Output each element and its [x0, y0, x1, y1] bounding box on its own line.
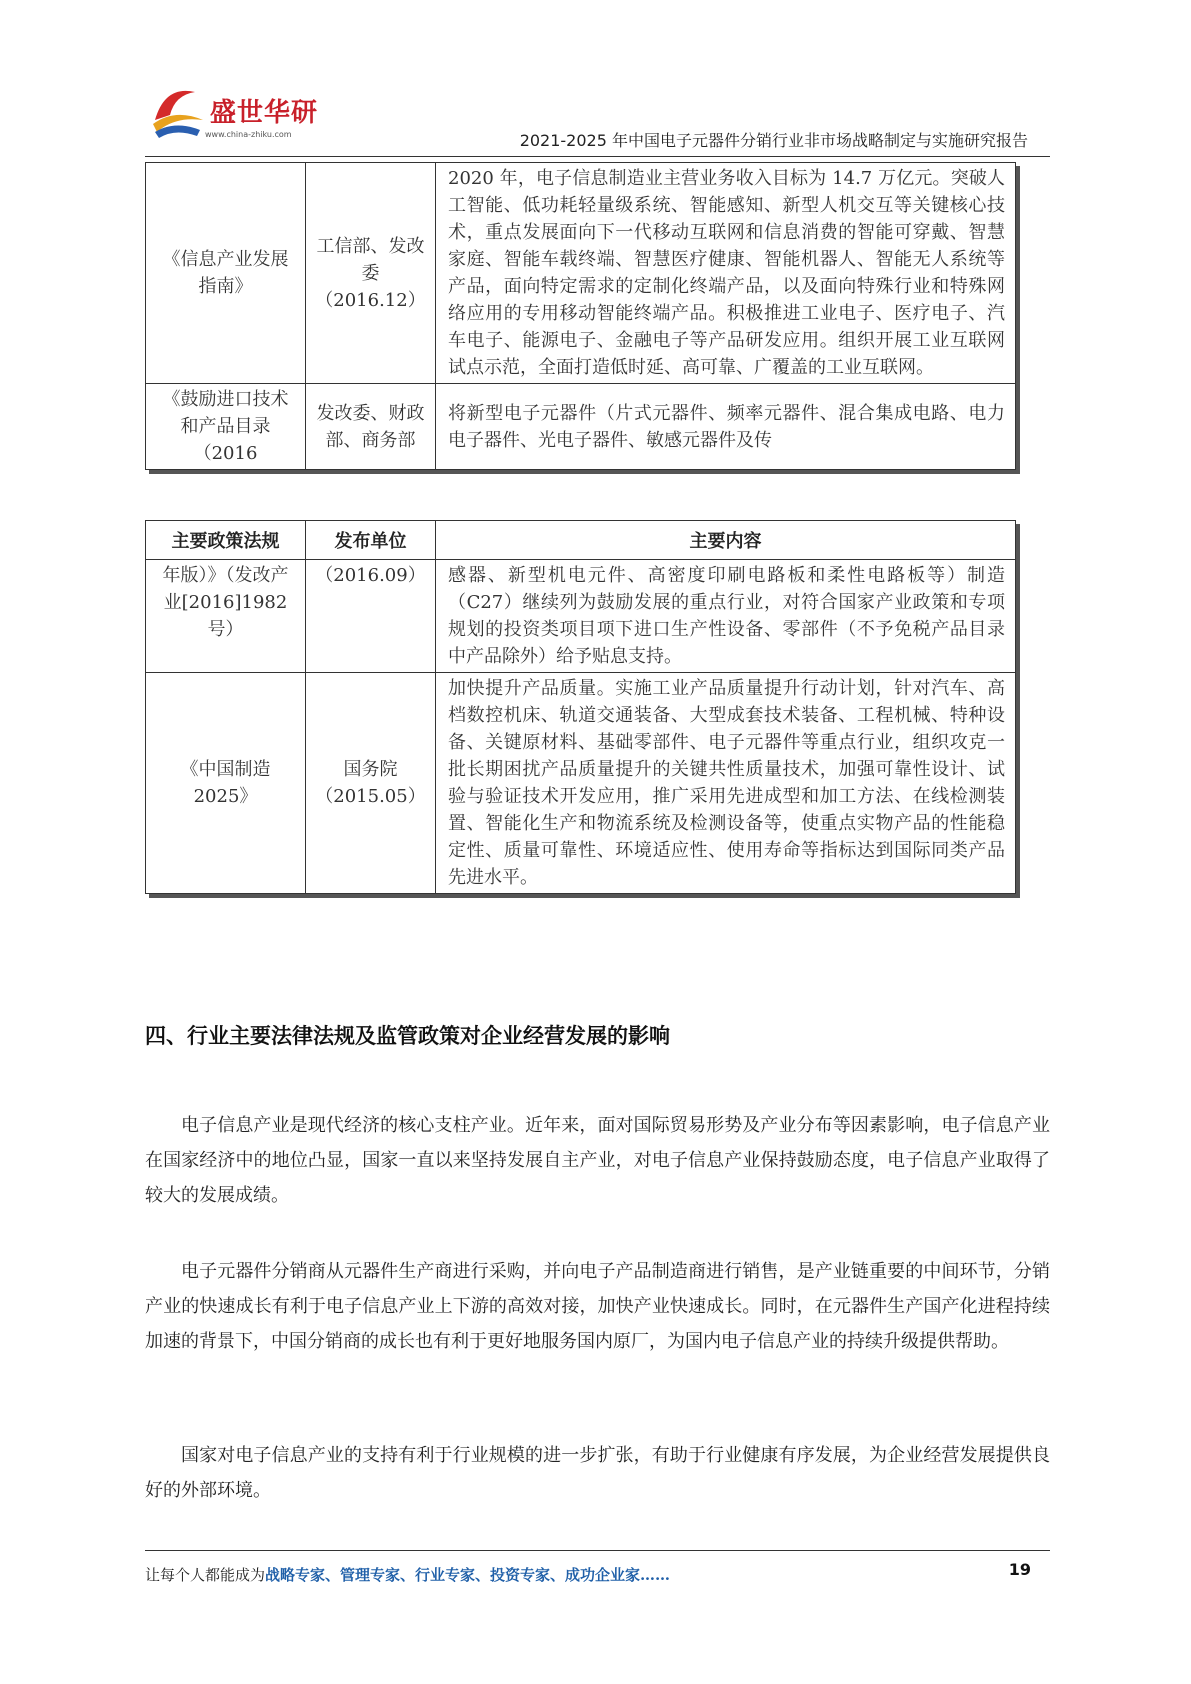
policy-name-cell: 《中国制造 2025》 [146, 673, 306, 894]
policy-name-cell: 《信息产业发展指南》 [146, 163, 306, 384]
content-cell: 感器、新型机电元件、高密度印刷电路板和柔性电路板等）制造（C27）继续列为鼓励发展的重点行业，对符合国家产业政策和专项规划的投资类项目项下进口生产性设备、零部件（不予免税产品目录中产品除外）给予贴息支持。 [436, 560, 1016, 673]
logo-url: www.china-zhiku.com [205, 130, 292, 139]
company-logo [145, 80, 320, 150]
page-header [145, 80, 1050, 160]
footer-slogan-highlight: 战略专家、管理专家、行业专家、投资专家、成功企业家…… [265, 1566, 671, 1584]
issuer-cell: （2016.09） [306, 560, 436, 673]
column-header-policy: 主要政策法规 [146, 521, 306, 560]
content-cell: 将新型电子元器件（片式元器件、频率元器件、混合集成电路、电力电子器件、光电子器件、敏感元器件及传 [436, 384, 1016, 470]
table-row [146, 163, 1016, 384]
issuer-cell: 发改委、财政部、商务部 [306, 384, 436, 470]
body-paragraph: 国家对电子信息产业的支持有利于行业规模的进一步扩张，有助于行业健康有序发展，为企业经营发展提供良好的外部环境。 [145, 1445, 1050, 1501]
column-header-issuer: 发布单位 [306, 521, 436, 560]
report-title: 2021-2025 年中国电子元器件分销行业非市场战略制定与实施研究报告 [519, 131, 1028, 150]
logo-text: 盛世华研 [210, 98, 319, 128]
body-paragraph: 电子元器件分销商从元器件生产商进行采购，并向电子产品制造商进行销售，是产业链重要的中间环节，分销产业的快速成长有利于电子信息产业上下游的高效对接，加快产业快速成长。同时，在元器件生产国产化进程持续加速的背景下，中国分销商的成长也有利于更好地服务国内原厂，为国内电子信息产业的持续升级提供帮助。 [145, 1261, 1050, 1352]
column-header-content: 主要内容 [436, 521, 1016, 560]
policy-name-cell: 《鼓励进口技术和产品目录（2016 [146, 384, 306, 470]
table-row [146, 560, 1016, 673]
footer-slogan [145, 1564, 670, 1585]
content-cell: 加快提升产品质量。实施工业产品质量提升行动计划，针对汽车、高档数控机床、轨道交通装备、大型成套技术装备、工程机械、特种设备、关键原材料、基础零部件、电子元器件等重点行业，组织攻克一批长期困扰产品质量提升的关键共性质量技术，加强可靠性设计、试验与验证技术开发应用，推广采用先进成型和加工方法、在线检测装置、智能化生产和物流系统及检测设备等，使重点实物产品的性能稳定性、质量可靠性、环境适应性、使用寿命等指标达到国际同类产品先进水平。 [436, 673, 1016, 894]
body-paragraph: 电子信息产业是现代经济的核心支柱产业。近年来，面对国际贸易形势及产业分布等因素影响，电子信息产业在国家经济中的地位凸显，国家一直以来坚持发展自主产业，对电子信息产业保持鼓励态度，电子信息产业取得了较大的发展成绩。 [145, 1115, 1050, 1206]
footer-slogan-prefix: 让每个人都能成为 [145, 1566, 266, 1584]
table-header-row [146, 521, 1016, 560]
policy-table [145, 520, 1016, 894]
policy-name-cell: 年版）》（发改产业[2016]1982 号） [146, 560, 306, 673]
page-number: 19 [1008, 1560, 1031, 1579]
footer-divider [145, 1550, 1050, 1551]
issuer-cell: 国务院（2015.05） [306, 673, 436, 894]
logo-emblem-icon [145, 80, 215, 150]
content-cell: 2020 年，电子信息制造业主营业务收入目标为 14.7 万亿元。突破人工智能、低功耗轻量级系统、智能感知、新型人机交互等关键核心技术，重点发展面向下一代移动互联网和信息消费的智能可穿戴、智慧家庭、智能车载终端、智慧医疗健康、智能机器人、智能无人系统等产品，面向特定需求的定制化终端产品，以及面向特殊行业和特殊网络应用的专用移动智能终端产品。积极推进工业电子、医疗电子、汽车电子、能源电子、金融电子等产品研发应用。组织开展工业互联网试点示范，全面打造低时延、高可靠、广覆盖的工业互联网。 [436, 163, 1016, 384]
header-divider [145, 156, 1050, 157]
section-heading: 四、行业主要法律法规及监管政策对企业经营发展的影响 [145, 1024, 670, 1048]
table-row [146, 673, 1016, 894]
issuer-cell: 工信部、发改委（2016.12） [306, 163, 436, 384]
policy-table-continued [145, 162, 1016, 470]
table-row [146, 384, 1016, 470]
